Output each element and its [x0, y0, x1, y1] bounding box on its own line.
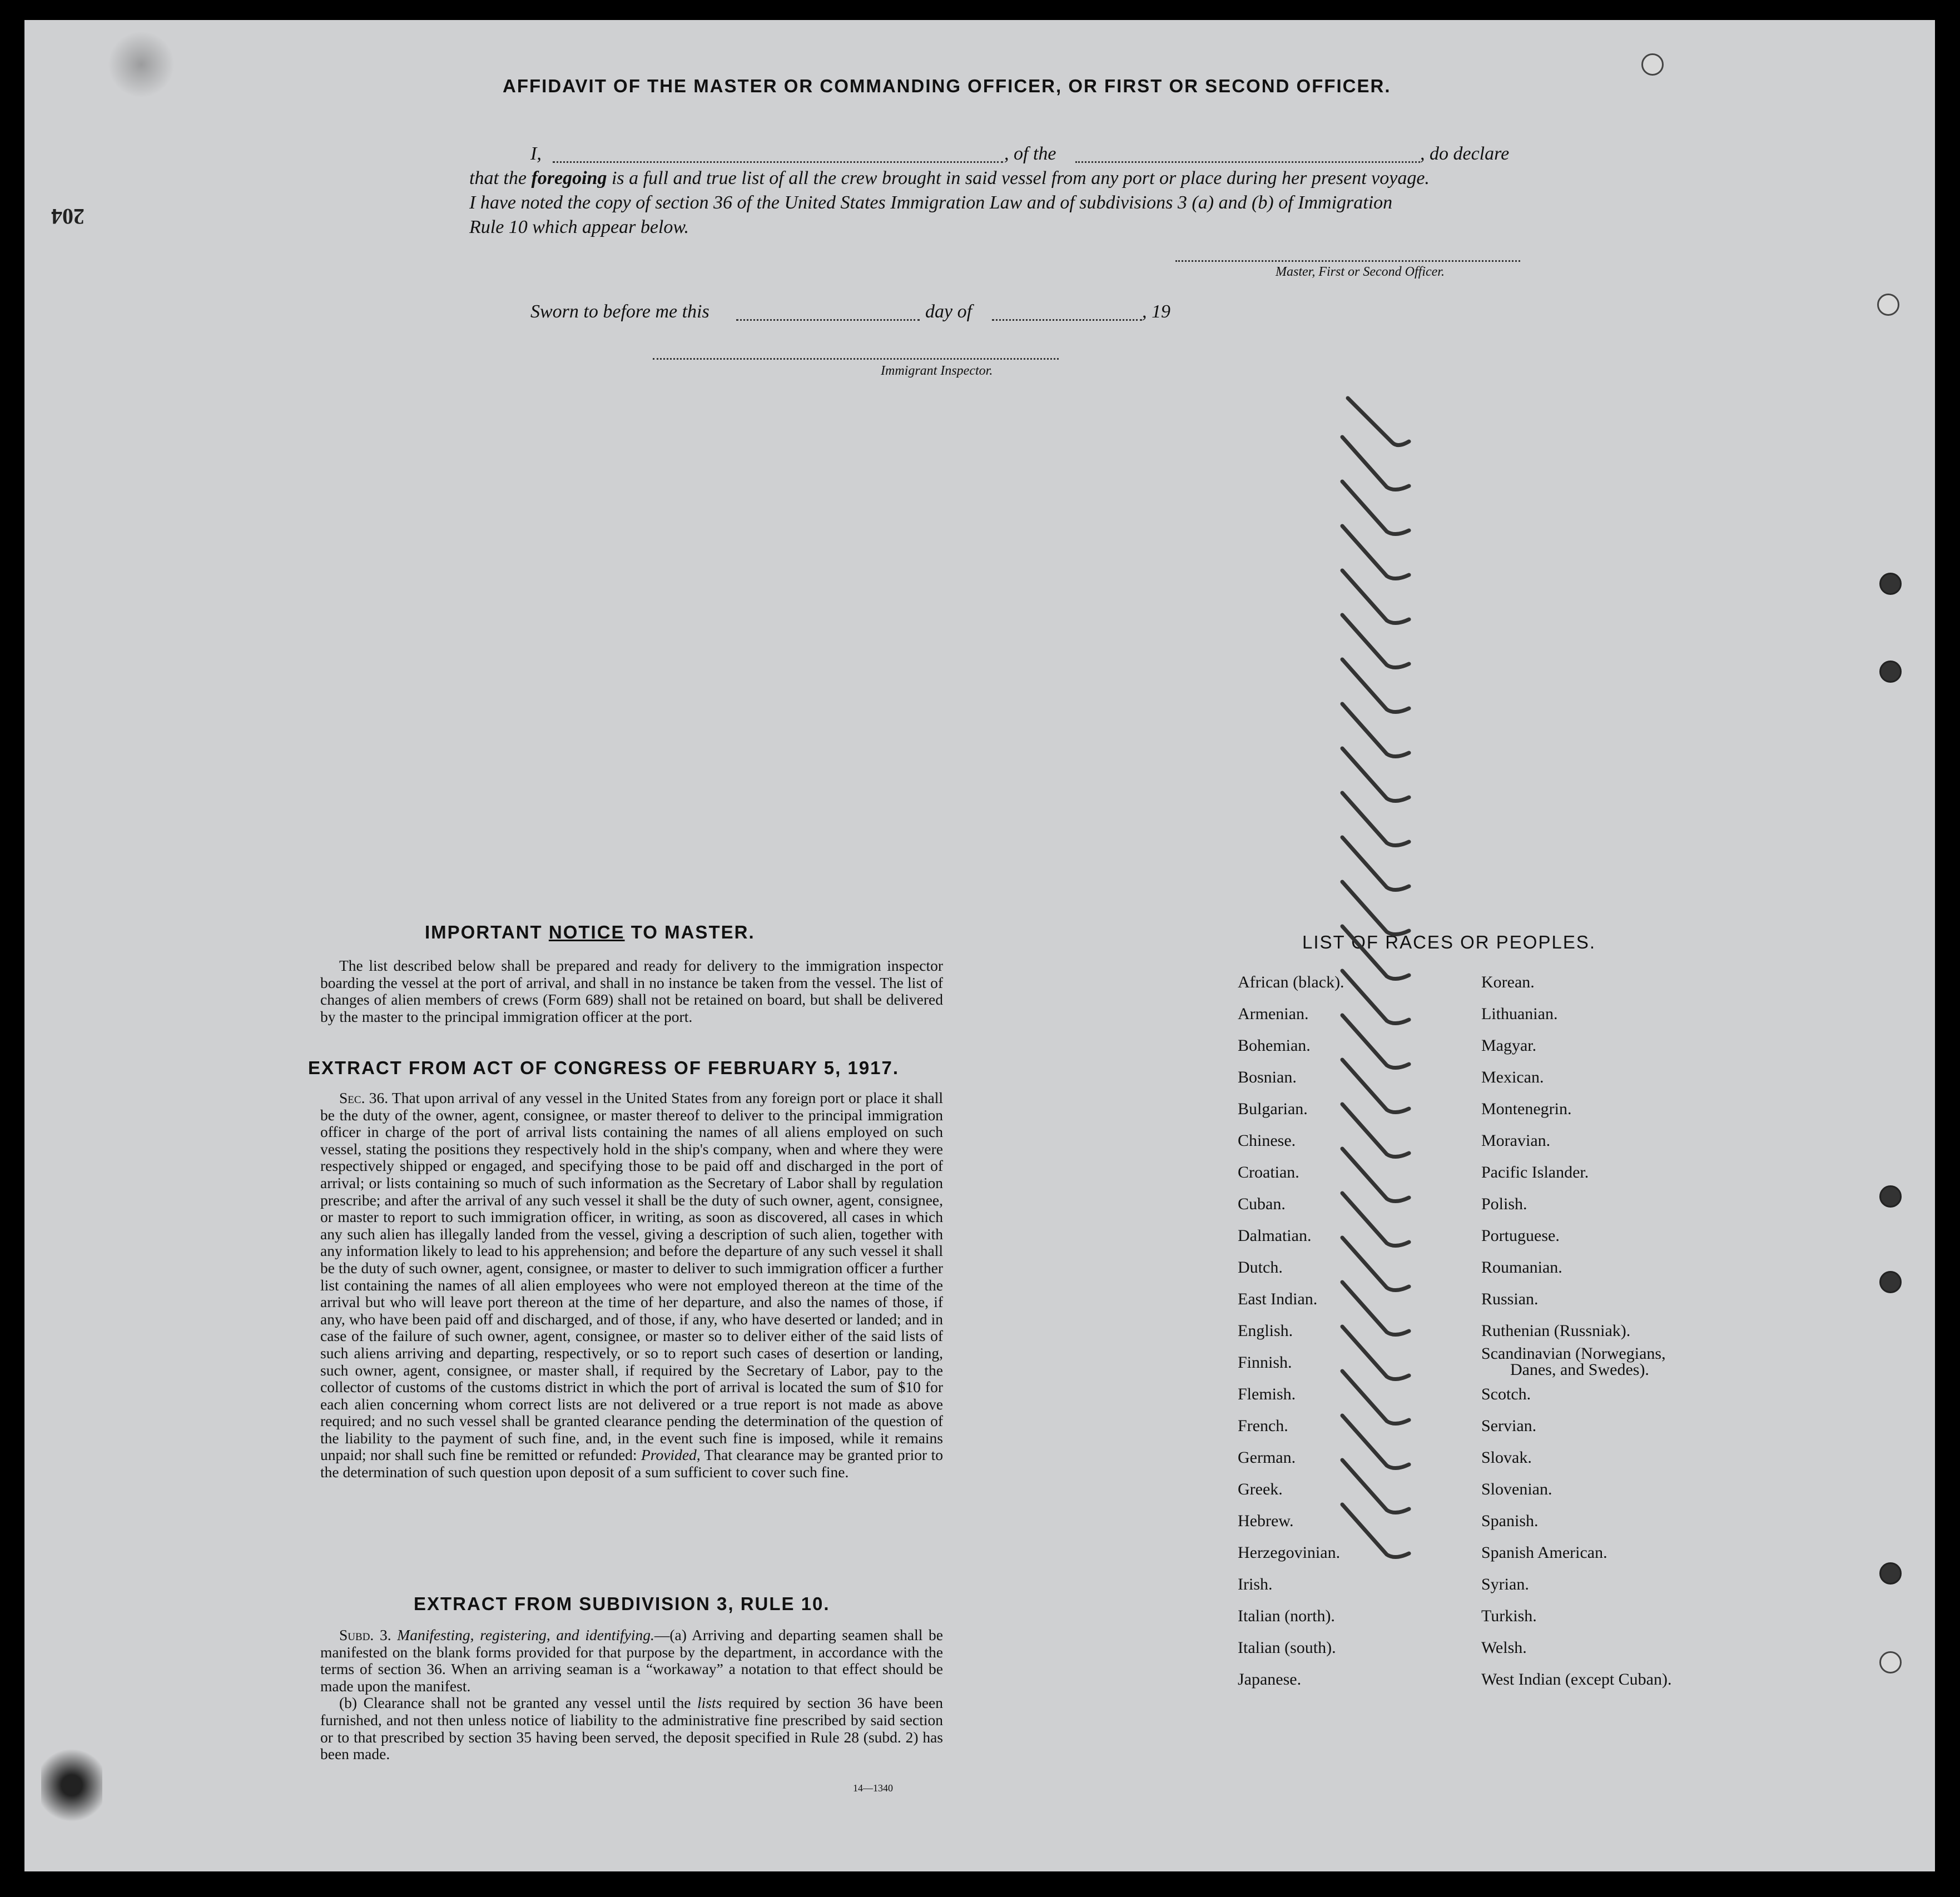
extract-rule-title: EXTRACT FROM SUBDIVISION 3, RULE 10. [414, 1593, 830, 1614]
race-item: Armenian. [1238, 1005, 1309, 1023]
race-item: Roumanian. [1481, 1258, 1562, 1277]
extract-act-title: EXTRACT FROM ACT OF CONGRESS OF FEBRUARY 5, 1917. [308, 1057, 900, 1078]
race-item: Flemish. [1238, 1385, 1296, 1403]
margin-number: 204 [51, 204, 85, 229]
race-item: Croatian. [1238, 1163, 1299, 1181]
affidavit-of-the: , of the [1004, 143, 1056, 164]
punch-hole [1879, 1651, 1902, 1673]
race-item: Cuban. [1238, 1195, 1286, 1213]
race-item: Portuguese. [1481, 1226, 1560, 1245]
extract-act-text: Sec. 36. That upon arrival of any vessel in the United States from any foreign port or place it shall be the duty of the owner, agent, consignee, or master thereof to deliver to the principal immigration officer in charge of the port of arrival lists containing the names of all aliens employed on such vessel, stating the positions they respectively hold in the ship's company, when and where they were respectively shipped or engaged, and specifying those to be paid off and discharged in the port of arrival; or lists containing so much of such information as the Secretary of Labor shall by regulation prescribe; and after the arrival of any such vessel it shall be the duty of such owner, agent, consignee, or master to report to such immigration officer, in writing, as soon as discovered, all cases in which any such alien has illegally landed from the vessel, giving a description of such alien, together with any information likely to lead to his apprehension; and before the departure of any such vessel it shall be the duty of such owner, agent, consignee, or master to deliver to such immigration officer a further list containing the names of all alien employees who were not employed thereon at the time of the arrival but who will leave port thereon at the time of her departure, and also the names of those, if any, who have been paid off and discharged, and of those, if any, who have deserted or landed; and in case of the failure of such owner, agent, consignee, or master so to deliver either of the said lists of such aliens arriving and departing, respectively, or so to report such cases of desertion or landing, such owner, agent, consignee, or master shall, if required by the Secretary of Labor, pay to the collector of customs of the customs district in which the port of arrival is located the sum of $10 for each alien concerning whom correct lists are not delivered or a true report is not made as above required; and no such vessel shall be granted clearance pending the determination of the question of the liability to the payment of such fine, and, in the event such fine is imposed, while it remains unpaid; nor shall such fine be remitted or refunded: Provided, That clearance may be granted prior to the determination of such question upon deposit of a sum sufficient to cover such fine. [320, 1089, 944, 1481]
race-item: Mexican. [1481, 1068, 1544, 1086]
affidavit-line2: that the foregoing is a full and true list of all the crew brought in said vessel from any port or place during her present voyage. [469, 168, 1430, 188]
notice-title: IMPORTANT NOTICE TO MASTER. [425, 922, 755, 942]
affidavit-declare: , do declare [1420, 143, 1510, 164]
inspector-label: Immigrant Inspector. [881, 364, 993, 378]
race-item: Italian (south). [1238, 1638, 1336, 1657]
sworn-day-blank[interactable] [736, 319, 920, 321]
punch-hole [1879, 1185, 1902, 1208]
signature-label: Master, First or Second Officer. [1276, 265, 1445, 279]
notice-text: The list described below shall be prepared and ready for delivery to the immigration inspector boarding the vessel at the port of arrival, and shall in no instance be taken from the vessel. The list of changes of alien members of crews (Form 689) shall not be retained on board, but shall be delivered by the master to the principal immigration officer at the port. [320, 957, 943, 1025]
sworn-text: Sworn to before me this [530, 301, 709, 322]
race-item: French. [1238, 1417, 1288, 1435]
races-right-column [1481, 973, 1671, 1702]
race-item: Spanish. [1481, 1512, 1539, 1530]
race-item: Syrian. [1481, 1575, 1529, 1593]
race-item: Servian. [1481, 1417, 1537, 1435]
punch-hole [1879, 1562, 1902, 1585]
punch-hole [1879, 573, 1902, 595]
year-text: , 19 [1142, 301, 1170, 322]
affidavit-line3: I have noted the copy of section 36 of the United States Immigration Law and of subdivisions 3 (a) and (b) of Immigration [469, 192, 1393, 213]
race-item: Herzegovinian. [1238, 1543, 1341, 1562]
race-item: Montenegrin. [1481, 1100, 1572, 1118]
race-item: Slovak. [1481, 1448, 1532, 1467]
race-item: Ruthenian (Russniak). [1481, 1322, 1631, 1340]
document-sheet [24, 20, 1935, 1871]
inspector-blank[interactable] [653, 358, 1059, 360]
day-of-text: day of [925, 301, 972, 322]
race-item: Korean. [1481, 973, 1535, 991]
vessel-blank[interactable] [1075, 161, 1420, 163]
race-item: Welsh. [1481, 1638, 1527, 1657]
race-item: West Indian (except Cuban). [1481, 1670, 1672, 1689]
race-item: German. [1238, 1448, 1296, 1467]
punch-hole [1879, 1271, 1902, 1293]
race-item: Finnish. [1238, 1353, 1292, 1372]
race-item: Pacific Islander. [1481, 1163, 1589, 1181]
race-item: Polish. [1481, 1195, 1527, 1213]
ink-stain [108, 31, 175, 98]
race-item: Dalmatian. [1238, 1226, 1312, 1245]
affidavit-line4: Rule 10 which appear below. [469, 217, 689, 237]
check-marks [1326, 376, 1470, 1655]
race-item-scandinavian: Scandinavian (Norwegians, Danes, and Swedes). [1481, 1344, 1666, 1379]
race-item: African (black). [1238, 973, 1344, 991]
ink-stain [41, 1744, 102, 1827]
race-item: Bohemian. [1238, 1036, 1311, 1055]
race-item: Hebrew. [1238, 1512, 1294, 1530]
race-item: Scotch. [1481, 1385, 1531, 1403]
race-item: Turkish. [1481, 1607, 1537, 1625]
race-item: Spanish American. [1481, 1543, 1607, 1562]
affidavit-i: I, [530, 143, 542, 164]
race-item: English. [1238, 1322, 1293, 1340]
race-item: Dutch. [1238, 1258, 1283, 1277]
race-item: Bulgarian. [1238, 1100, 1308, 1118]
race-item: Greek. [1238, 1480, 1283, 1498]
race-item: Italian (north). [1238, 1607, 1335, 1625]
race-item: Lithuanian. [1481, 1005, 1558, 1023]
name-blank[interactable] [553, 161, 1003, 163]
sworn-month-blank[interactable] [992, 319, 1142, 321]
race-item: Moravian. [1481, 1131, 1551, 1150]
race-item: Magyar. [1481, 1036, 1537, 1055]
form-number: 14—1340 [853, 1782, 893, 1794]
race-item: Chinese. [1238, 1131, 1296, 1150]
race-item: Irish. [1238, 1575, 1273, 1593]
punch-hole [1877, 294, 1899, 316]
race-item: Japanese. [1238, 1670, 1302, 1689]
race-item: Slovenian. [1481, 1480, 1552, 1498]
affidavit-title: AFFIDAVIT OF THE MASTER OR COMMANDING OFFICER, OR FIRST OR SECOND OFFICER. [503, 76, 1391, 96]
punch-hole [1879, 661, 1902, 683]
extract-rule-text: Subd. 3. Manifesting, registering, and identifying.—(a) Arriving and departing seamen shall be manifested on the blank forms provided for that purpose by the department, in accordance with the terms of section 36. When an arriving seaman is a “workaway” a notation to that effect should be made upon the manifest. (b) Clearance shall not be granted any vessel until the lists required by section 36 have been furnished, and not then unless notice of liability to the administrative fine prescribed by said section or to that prescribed by section 35 having been served, the deposit specified in Rule 28 (subd. 2) has been made. [320, 1626, 944, 1763]
punch-hole [1641, 53, 1664, 76]
race-item: Bosnian. [1238, 1068, 1297, 1086]
signature-blank[interactable] [1175, 260, 1520, 262]
race-item: Russian. [1481, 1290, 1539, 1308]
races-title: LIST OF RACES OR PEOPLES. [1302, 932, 1596, 952]
race-item: East Indian. [1238, 1290, 1318, 1308]
